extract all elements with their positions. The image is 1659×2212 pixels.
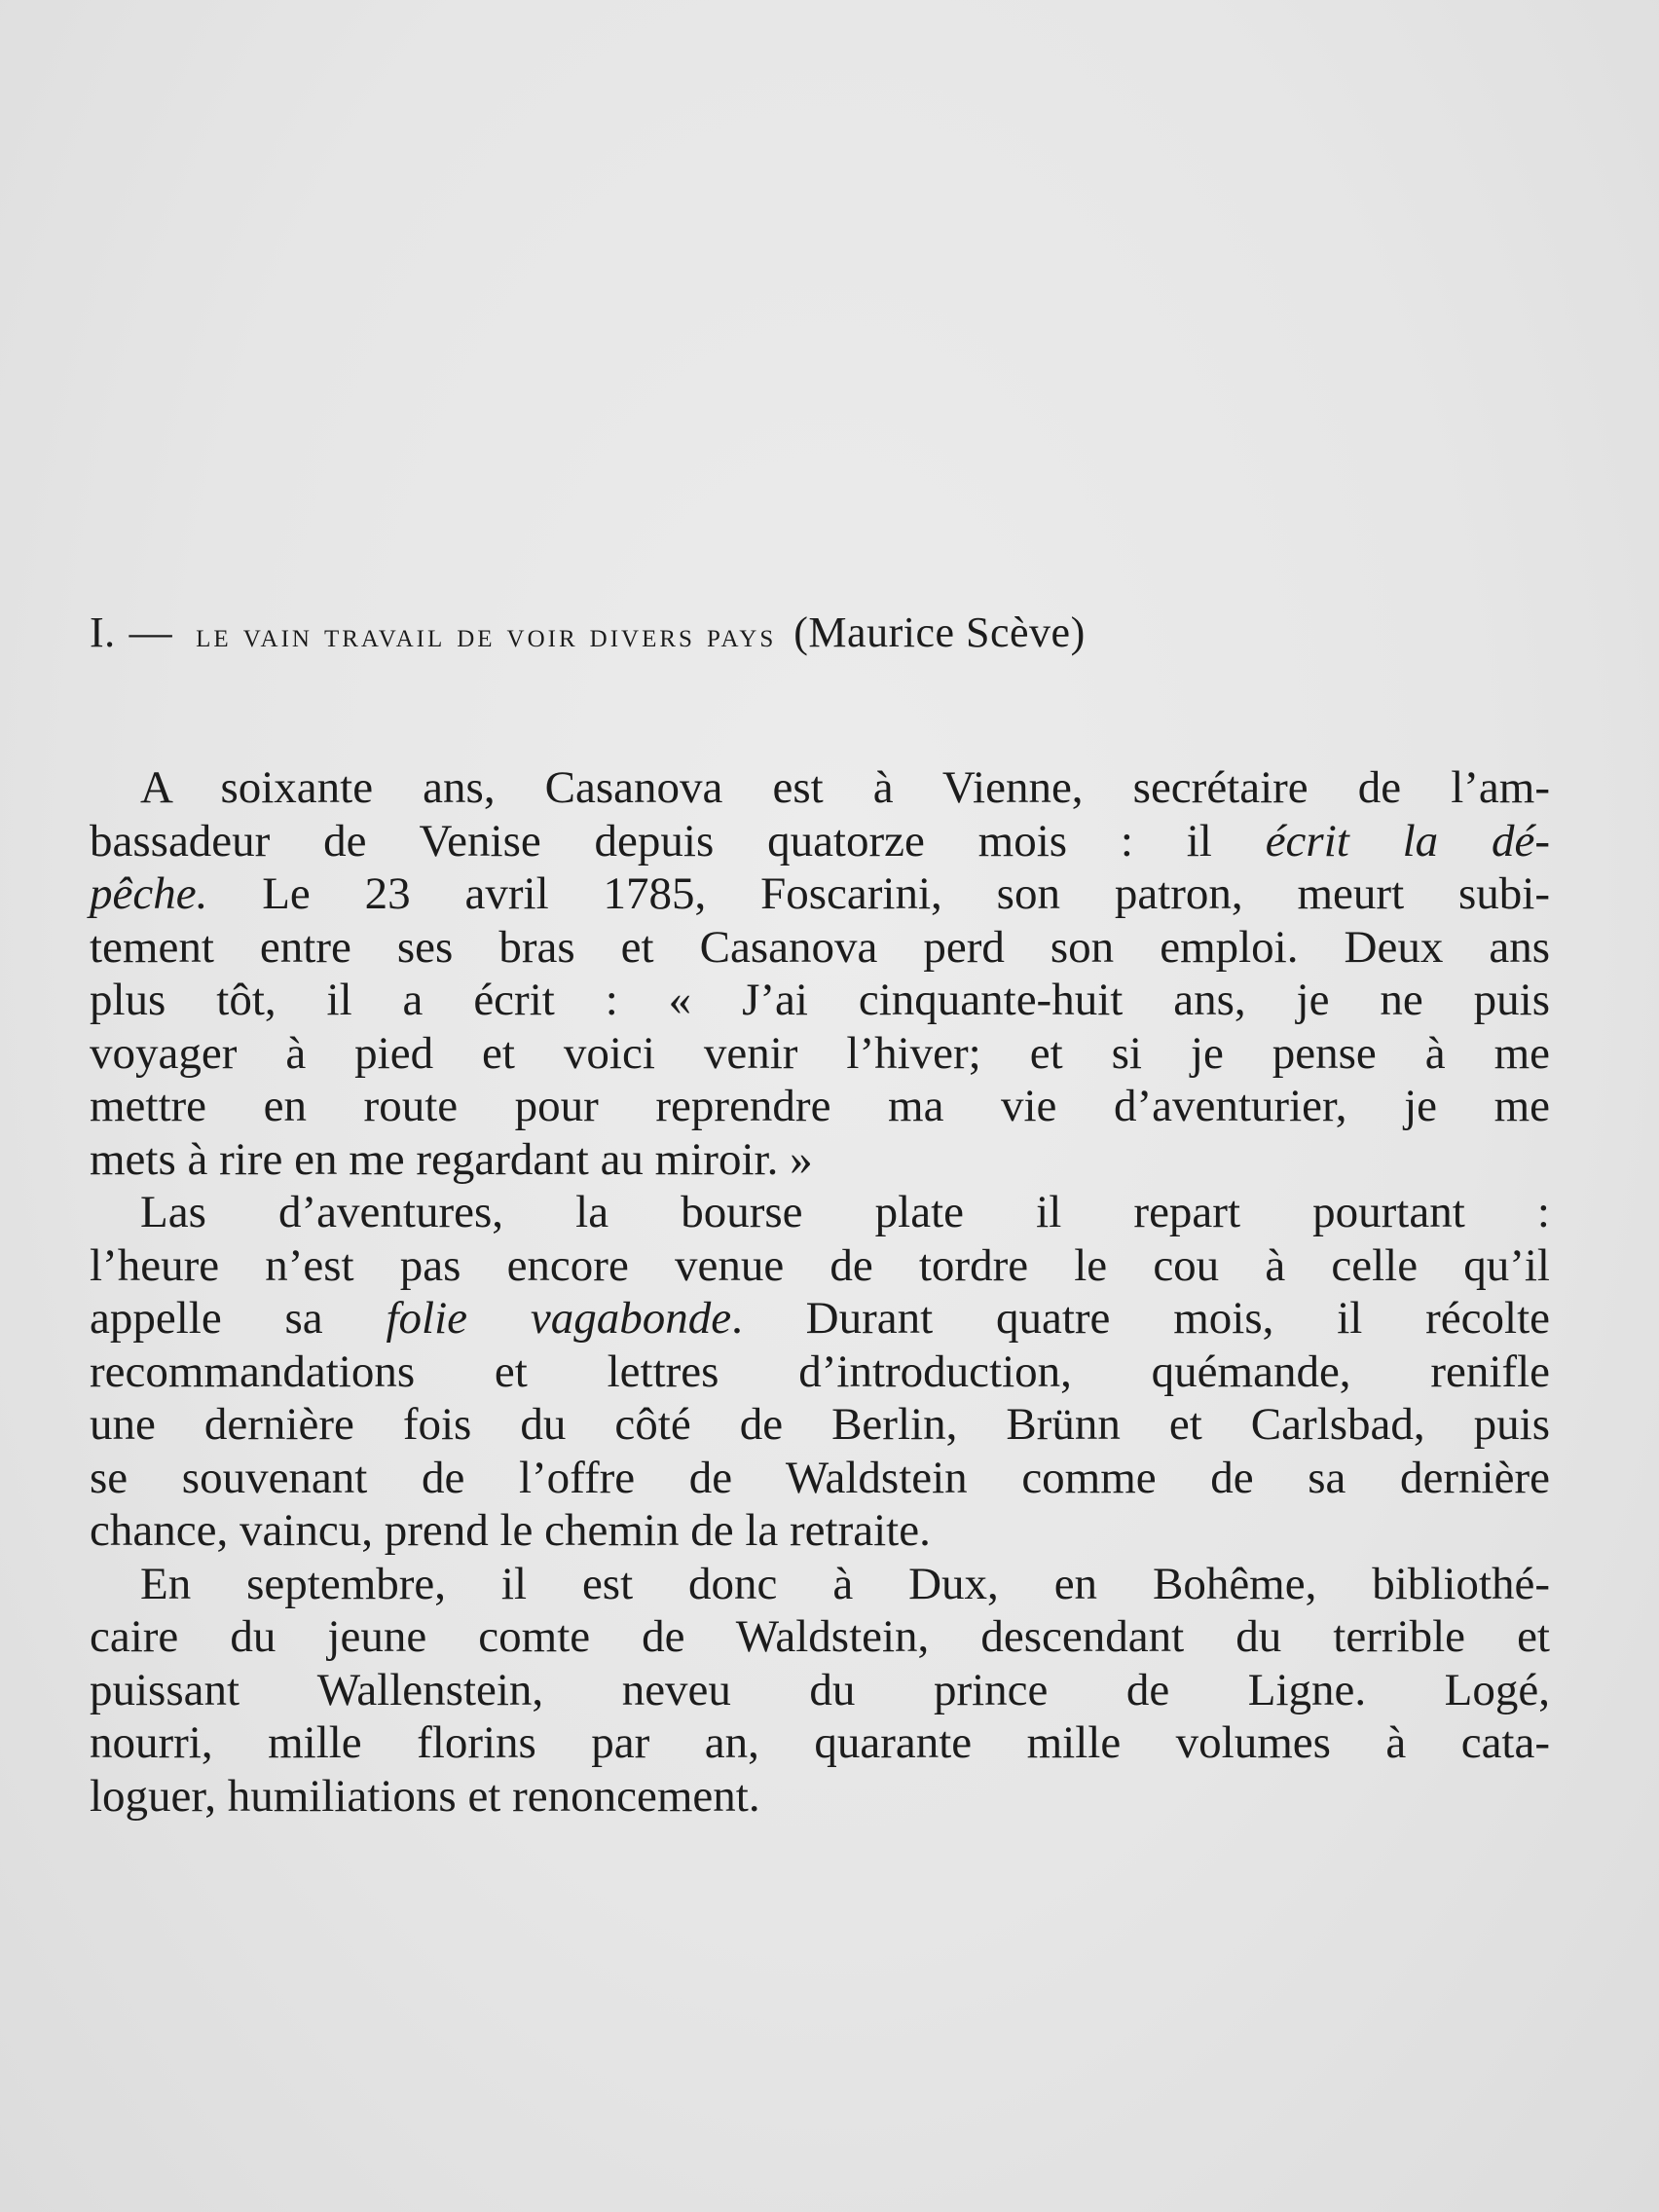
text-segment: mets à rire en me regardant au miroir. » <box>90 1133 813 1185</box>
text-line <box>90 1398 1550 1452</box>
text-line <box>90 815 1550 868</box>
text-segment: A soixante ans, Casanova est à Vienne, secrétaire de l’am- <box>140 762 1550 813</box>
body-text <box>90 761 1550 1823</box>
chapter-author: (Maurice Scève) <box>793 608 1086 656</box>
text-segment: plus tôt, il a écrit : « J’ai cinquante-huit ans, je ne puis <box>90 975 1550 1025</box>
text-line <box>90 1080 1550 1133</box>
text-line <box>90 1664 1550 1717</box>
text-segment: appelle sa <box>90 1293 387 1344</box>
chapter-title: le vain travail de voir divers pays <box>196 615 777 654</box>
text-segment: mettre en route pour reprendre ma vie d’aventurier, je me <box>90 1081 1550 1131</box>
text-segment: chance, vaincu, prend le chemin de la retraite. <box>90 1505 931 1556</box>
text-segment: . Durant quatre mois, il récolte <box>731 1293 1550 1344</box>
text-segment: puissant Wallenstein, neveu du prince de Ligne. Logé, <box>90 1664 1550 1715</box>
text-segment: loguer, humiliations et renoncement. <box>90 1770 760 1822</box>
text-segment: Las d’aventures, la bourse plate il repart pourtant : <box>140 1187 1550 1237</box>
text-segment: l’heure n’est pas encore venue de tordre le cou à celle qu’il <box>90 1239 1550 1291</box>
italic-text: folie vagabonde <box>386 1293 732 1344</box>
text-line <box>90 1558 1550 1611</box>
text-line <box>90 1133 1550 1187</box>
text-segment: une dernière fois du côté de Berlin, Brünn et Carlsbad, puis <box>90 1399 1550 1450</box>
paragraph <box>90 1186 1550 1558</box>
italic-text: écrit la dé- <box>1265 815 1551 866</box>
text-line <box>90 921 1550 975</box>
text-line <box>90 867 1550 921</box>
text-line <box>90 1504 1550 1558</box>
text-line <box>90 1452 1550 1505</box>
text-segment: En septembre, il est donc à Dux, en Bohême, bibliothé- <box>140 1558 1550 1609</box>
text-segment: recommandations et lettres d’introduction, quémande, renifle <box>90 1346 1550 1397</box>
text-line <box>90 1239 1550 1293</box>
text-line <box>90 1346 1550 1399</box>
text-line <box>90 1610 1550 1664</box>
text-segment: Le 23 avril 1785, Foscarini, son patron, meurt subi- <box>207 868 1550 919</box>
text-segment: caire du jeune comte de Waldstein, descendant du terrible et <box>90 1611 1550 1662</box>
italic-text: pêche. <box>90 868 208 919</box>
chapter-number: I. <box>90 608 116 656</box>
chapter-heading <box>90 604 1530 664</box>
paragraph <box>90 761 1550 1186</box>
text-line <box>90 1716 1550 1770</box>
text-segment: se souvenant de l’offre de Waldstein comme de sa dernière <box>90 1452 1550 1503</box>
text-line <box>90 1027 1550 1081</box>
text-line <box>90 1186 1550 1239</box>
text-line <box>90 761 1550 815</box>
text-segment: voyager à pied et voici venir l’hiver; et si je pense à me <box>90 1027 1550 1079</box>
text-segment: nourri, mille florins par an, quarante mille volumes à cata- <box>90 1717 1550 1768</box>
chapter-dash: — <box>129 608 173 656</box>
text-segment: bassadeur de Venise depuis quatorze mois : il <box>90 815 1266 866</box>
text-segment: tement entre ses bras et Casanova perd son emploi. Deux ans <box>90 921 1550 973</box>
text-line <box>90 974 1550 1027</box>
text-line <box>90 1770 1550 1824</box>
paragraph <box>90 1558 1550 1824</box>
text-line <box>90 1292 1550 1346</box>
